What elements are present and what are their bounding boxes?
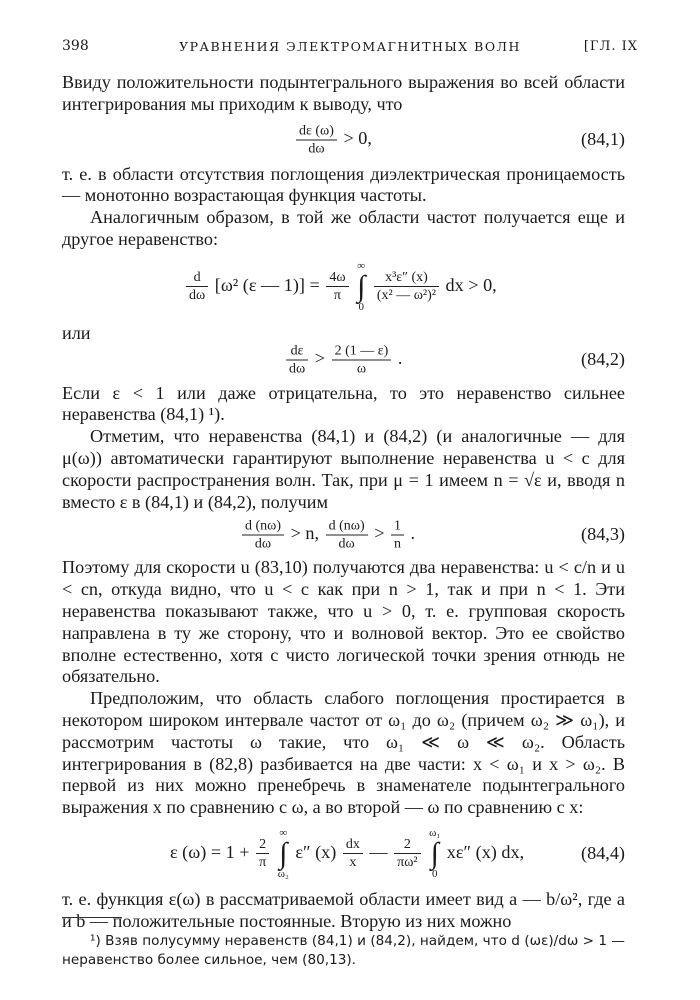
fraction: $\frac{1}{n}$ (391, 518, 404, 553)
integral-sign: ω₁ ∫ 0 (429, 826, 441, 880)
integral-sign: ∞ ∫ 0 (357, 259, 366, 313)
equation-84-4-body (170, 828, 524, 880)
equation-84-2 (62, 337, 625, 383)
fraction: $\frac{d (n\omega)}{d\omega}$ (326, 518, 368, 553)
equation-84-3 (62, 513, 625, 557)
tail: xε″ (x) dx, (446, 842, 525, 863)
bracket-term: [ω² (ε — 1)] = (214, 274, 320, 295)
equation-number: (84,2) (581, 348, 625, 369)
punct: . (397, 347, 403, 368)
footnote-text: ¹) Взяв полусумму неравенств (84,1) и (84,2), найдем, что d (ωε)/dω > 1 — неравенство более сильное, чем (80,13). (62, 933, 625, 968)
equation-number: (84,4) (581, 843, 625, 864)
tail: dx > 0, (445, 274, 497, 295)
paragraph-3: Аналогичным образом, в той же области частот получается еще и другое неравенство: (62, 207, 625, 249)
equation-number: (84,1) (581, 128, 625, 149)
fraction: $\frac{\text{x³ε″ (x)}}{\text{(x² — ω²)²}}$ (374, 269, 439, 304)
fraction: $\frac{dx}{x}$ (343, 836, 363, 871)
punct: . (410, 523, 416, 544)
page-body (62, 72, 625, 933)
minus: — (369, 842, 388, 863)
equation-84-3-body (240, 518, 415, 553)
fraction: $\frac{2}{\text{πω²}}$ (394, 836, 420, 871)
footnote (62, 932, 625, 970)
equation-84-1-body (294, 122, 372, 157)
integrand: ε″ (x) (295, 842, 337, 863)
fraction: $\frac{d (n\omega)}{d\omega}$ (242, 518, 284, 553)
paragraph-5: Если ε < 1 или даже отрицательна, то это неравенство сильнее неравенства (84,1) ¹). (62, 382, 625, 425)
paragraph-7: Поэтому для скорости u (83,10) получаются два неравенства: u < c/n и u < cn, откуда видно, что u < c как при n > 1, так и при n < 1. Эти неравенства показывают также, что u > 0, т. е. групповая скорость направлена в ту же сторону, что и волновой вектор. Это ее свойство вполне естественно, хотя с чисто логической точки зрения отнюдь не обязательно. (62, 557, 625, 687)
chapter-label: [ГЛ. IX (583, 39, 638, 54)
equation-84-4 (62, 819, 625, 889)
fraction: $\frac{4\omega}{\pi}$ (326, 269, 348, 304)
running-title: УРАВНЕНИЯ ЭЛЕКТРОМАГНИТНЫХ ВОЛН (179, 39, 521, 54)
equation-84-1 (62, 116, 625, 164)
equation-84-2-body (284, 342, 402, 377)
fraction: $\frac{d}{d\omega}$ (186, 269, 208, 304)
integral-sign: ∞ ∫ ω₂ (277, 826, 289, 880)
relation: > n, (290, 523, 320, 544)
fraction: $\frac{d\varepsilon (\omega)}{d\omega}$ (296, 122, 337, 157)
page-number: 398 (62, 38, 89, 54)
paragraph-1: Ввиду положительности подынтегрального выражения во всей области интегрирования мы приходим к выводу, что (62, 72, 625, 114)
equation-number: (84,3) (581, 524, 625, 545)
relation: > (374, 523, 385, 544)
paragraph-6: Отметим, что неравенства (84,1) и (84,2) (и аналогичные — для μ(ω)) автоматически гарантируют выполнение неравенства u < c для скорости распространения волн. Так, при μ = 1 имеем n = √ε и, вводя n вместо ε в (84,1) и (84,2), получим (62, 426, 625, 512)
fraction: $\frac{d\varepsilon}{d\omega}$ (286, 342, 308, 377)
paragraph-2: т. е. в области отсутствия поглощения диэлектрическая проницаемость — монотонно возрастающая функция частоты. (62, 163, 625, 206)
fraction: $\frac{2}{\pi}$ (256, 836, 269, 871)
relation: > (314, 347, 326, 368)
relation: > 0, (343, 127, 372, 148)
lhs: ε (ω) = 1 + (170, 842, 250, 863)
footnote-rule (62, 917, 122, 918)
equation-unnumbered (62, 251, 625, 323)
paragraph-4: или (62, 322, 91, 343)
equation-unnumbered-body (184, 261, 497, 313)
paragraph-9: т. е. функция ε(ω) в рассматриваемой области имеет вид a — b/ω², где a и b — положительные постоянные. Вторую из них можно (62, 888, 625, 931)
fraction: $\frac{2 (1 — \varepsilon)}{\omega}$ (332, 342, 392, 377)
paragraph-8: Предположим, что область слабого поглощения простирается в некотором широком интервале частот от ω₁ до ω₂ (причем ω₂ ≫ ω₁), и рассмотрим частоты ω такие, что ω₁ ≪ ω ≪ ω₂. Область интегрирования в (82,8) разбивается на две части: x < ω₁ и x > ω₂. В первой из них можно пренебречь в знаменателе подынтегрального выражения x по сравнению с ω, а во второй — ω по сравнению с x: (62, 688, 625, 818)
running-header (62, 38, 638, 58)
